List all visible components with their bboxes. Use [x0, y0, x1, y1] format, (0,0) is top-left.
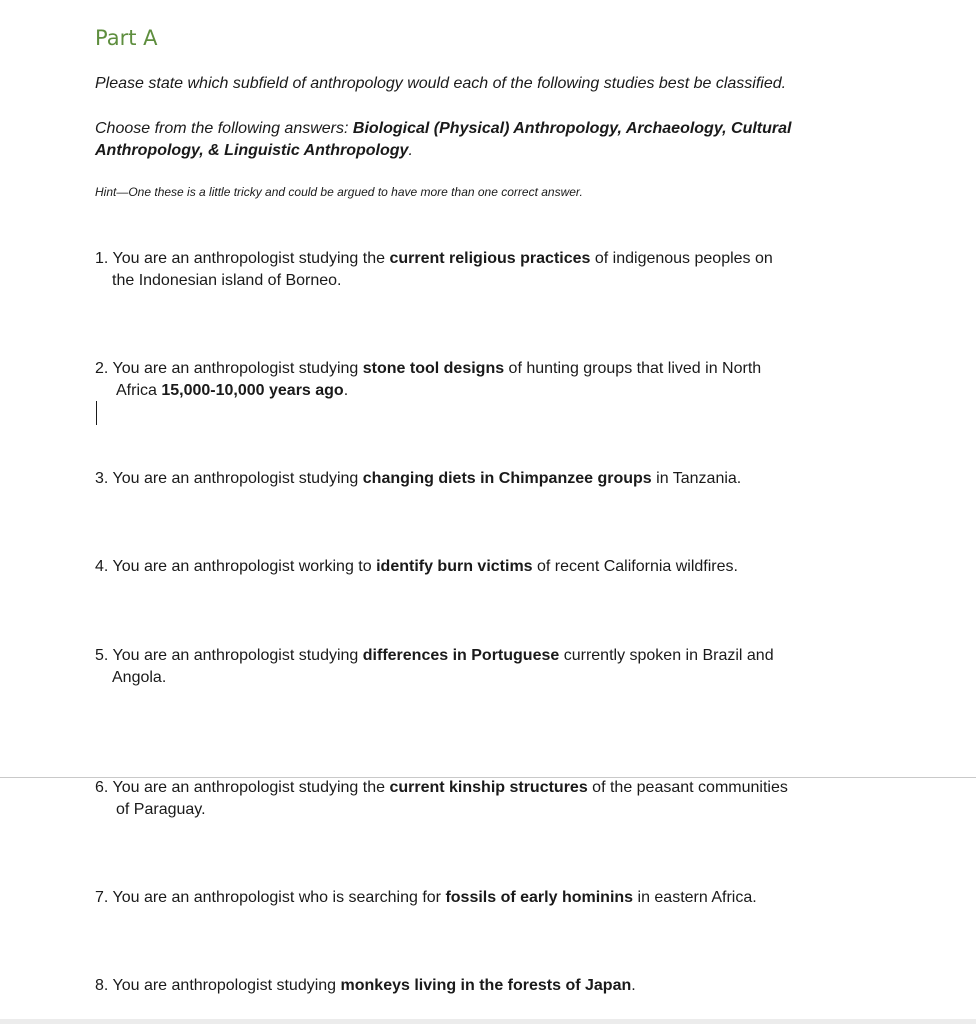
instruction-text: [95, 73, 786, 95]
question-7-text: 7. You are an anthropologist who is searching for: [95, 889, 446, 906]
answer-choices: [95, 118, 791, 162]
question-2-date-keyword: 15,000-10,000 years ago: [161, 382, 344, 399]
question-1-keyword: current religious practices: [389, 250, 591, 267]
question-5-keyword: differences in Portuguese: [362, 647, 560, 664]
question-8-text: 8. You are anthropologist studying: [95, 977, 341, 994]
question-3-text-end: in Tanzania.: [651, 470, 742, 487]
question-6-text-end: of the peasant communities: [587, 779, 788, 796]
question-1-text: 1. You are an anthropologist studying the: [95, 250, 390, 267]
question-7-text-end: in eastern Africa.: [633, 889, 757, 906]
question-2-line2-text: Africa: [116, 382, 162, 399]
question-5-line1: [95, 645, 774, 667]
answer-choices-list-line2: Anthropology, & Linguistic Anthropology: [95, 142, 409, 159]
answer-choices-suffix: .: [408, 142, 413, 159]
question-1-line2: the Indonesian island of Borneo.: [112, 272, 342, 289]
question-4: [95, 556, 738, 578]
question-8: [95, 975, 636, 997]
question-2-line1: [95, 358, 761, 380]
question-4-text-end: of recent California wildfires.: [532, 558, 738, 575]
question-5-text: 5. You are an anthropologist studying: [95, 647, 363, 664]
question-2-line2: [95, 380, 761, 402]
question-1-text-end: of indigenous peoples on: [590, 250, 773, 267]
question-4-text: 4. You are an anthropologist working to: [95, 558, 377, 575]
question-3-keyword: changing diets in Chimpanzee groups: [362, 470, 652, 487]
question-3-text: 3. You are an anthropologist studying: [95, 470, 363, 487]
question-7-keyword: fossils of early hominins: [445, 889, 634, 906]
section-heading: Part A: [95, 26, 158, 50]
hint-text: Hint—One these is a little tricky and could be argued to have more than one correct answer.: [95, 185, 583, 199]
page-bottom-edge: [0, 1019, 976, 1024]
question-2-text-end: of hunting groups that lived in North: [504, 360, 762, 377]
question-6-line1: [95, 777, 788, 799]
question-8-keyword: monkeys living in the forests of Japan: [340, 977, 632, 994]
question-2-text: 2. You are an anthropologist studying: [95, 360, 363, 377]
question-7: [95, 887, 757, 909]
question-2-keyword: stone tool designs: [362, 360, 505, 377]
question-3-line1: [95, 468, 741, 490]
question-6-text: 6. You are an anthropologist studying the: [95, 779, 390, 796]
question-4-line1: [95, 556, 738, 578]
question-3: [95, 468, 741, 490]
question-7-line1: [95, 887, 757, 909]
question-6-keyword: current kinship structures: [389, 779, 588, 796]
question-5-text-end: currently spoken in Brazil and: [559, 647, 774, 664]
answer-choices-prefix: Choose from the following answers:: [95, 120, 353, 137]
question-5: [95, 645, 774, 689]
question-1: [95, 248, 773, 292]
question-8-text-end: .: [631, 977, 636, 994]
question-8-line1: [95, 975, 636, 997]
question-1-line1: [95, 248, 773, 270]
question-5-line2: Angola.: [112, 669, 167, 686]
question-6: [95, 777, 788, 821]
answer-choices-list-line1: Biological (Physical) Anthropology, Archaeology, Cultural: [352, 120, 792, 137]
question-4-keyword: identify burn victims: [376, 558, 533, 575]
question-2-line2-end: .: [343, 382, 349, 399]
text-cursor: [96, 401, 97, 425]
question-2: [95, 358, 761, 402]
instruction-sentence: Please state which subfield of anthropology would each of the following studies best be classified.: [95, 75, 787, 92]
question-6-line2: of Paraguay.: [116, 801, 206, 818]
